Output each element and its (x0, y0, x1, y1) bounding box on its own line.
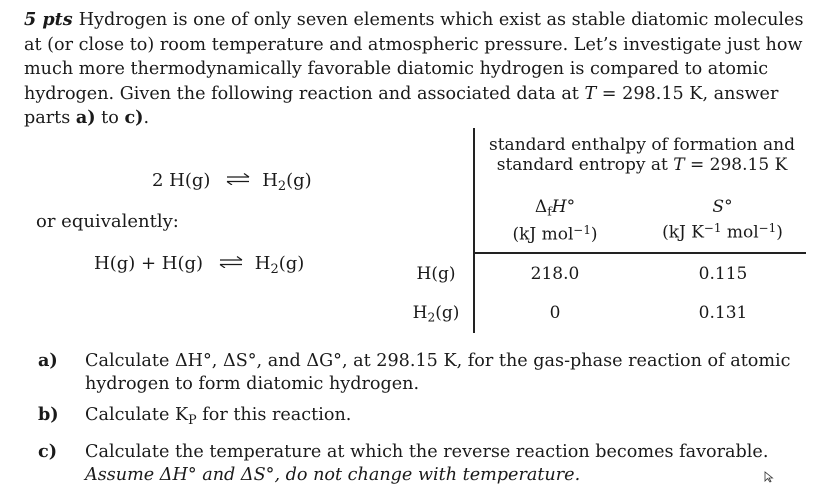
equilibrium-arrow-icon (219, 256, 243, 268)
col-S-header (650, 197, 795, 242)
table-header: standard enthalpy of formation and standard entropy at T = 298.15 K (489, 135, 795, 175)
reaction-2-right: $H_2(g)$ (254, 253, 305, 277)
intro-paragraph (24, 8, 814, 131)
reaction-1 (152, 170, 312, 194)
row-1-S: 0.115 (698, 264, 748, 284)
col-dHf-unit: (kJ mol$^{-1}$) (512, 222, 598, 245)
intro-text-2: = 298.15 K, answer parts (24, 83, 779, 128)
question-c-label: c) (38, 441, 58, 462)
row-1-dHf: 218.0 (530, 264, 580, 284)
row-2-S: 0.131 (698, 303, 748, 323)
intro-T: T (584, 83, 597, 104)
intro-to: to (95, 108, 125, 128)
questions-list: a) Calculate ΔH°, ΔS°, and ΔG°, at 298.15 K, for the gas-phase reaction of atomic hydrogen to form diatomic hydrogen. b) Calculate $K_P$ for this reaction. c) Calculate the temperature at which the reverse reaction becomes favorable. Assume ΔH° and ΔS°, do not change with temperature. (38, 350, 791, 485)
points-label: 5 pts (24, 9, 73, 30)
intro-a: a) (75, 107, 96, 128)
table-vertical-divider (473, 128, 475, 333)
col-dHf-symbol: $\Delta_fH^\circ$ (534, 197, 576, 219)
reaction-1-right: $H_2(g)$ (262, 170, 312, 194)
intro-c: c) (124, 107, 144, 128)
or-equivalently-label: or equivalently: (36, 211, 179, 232)
col-dHf-header (490, 197, 620, 244)
row-1-species: H(g) (416, 264, 456, 284)
question-a-label: a) (38, 350, 58, 371)
row-2-dHf: 0 (549, 303, 561, 323)
mouse-pointer-icon (764, 471, 774, 483)
table-horizontal-divider (473, 252, 806, 254)
intro-end: . (143, 108, 150, 128)
reaction-1-left: 2 H(g) (152, 170, 211, 191)
reaction-2-left: H(g) + H(g) (94, 253, 204, 274)
col-S-unit: (kJ $K^{-1}$ mol$^{-1}$) (662, 221, 783, 243)
col-S-symbol: S° (712, 197, 733, 217)
question-b-label: b) (38, 404, 59, 425)
equilibrium-arrow-icon (226, 173, 250, 185)
intro-text: Hydrogen is one of only seven elements which exist as stable diatomic molecules at (or close to) room temperature and atmospheric pressure. Let’s investigate just how much more thermodynamically favorable diatomic hydrogen is compared to atomic hydrogen. Given the following reaction and associated data at (24, 10, 804, 104)
row-2-species: $H_2(g)$ (412, 303, 460, 325)
reaction-2 (94, 253, 304, 277)
